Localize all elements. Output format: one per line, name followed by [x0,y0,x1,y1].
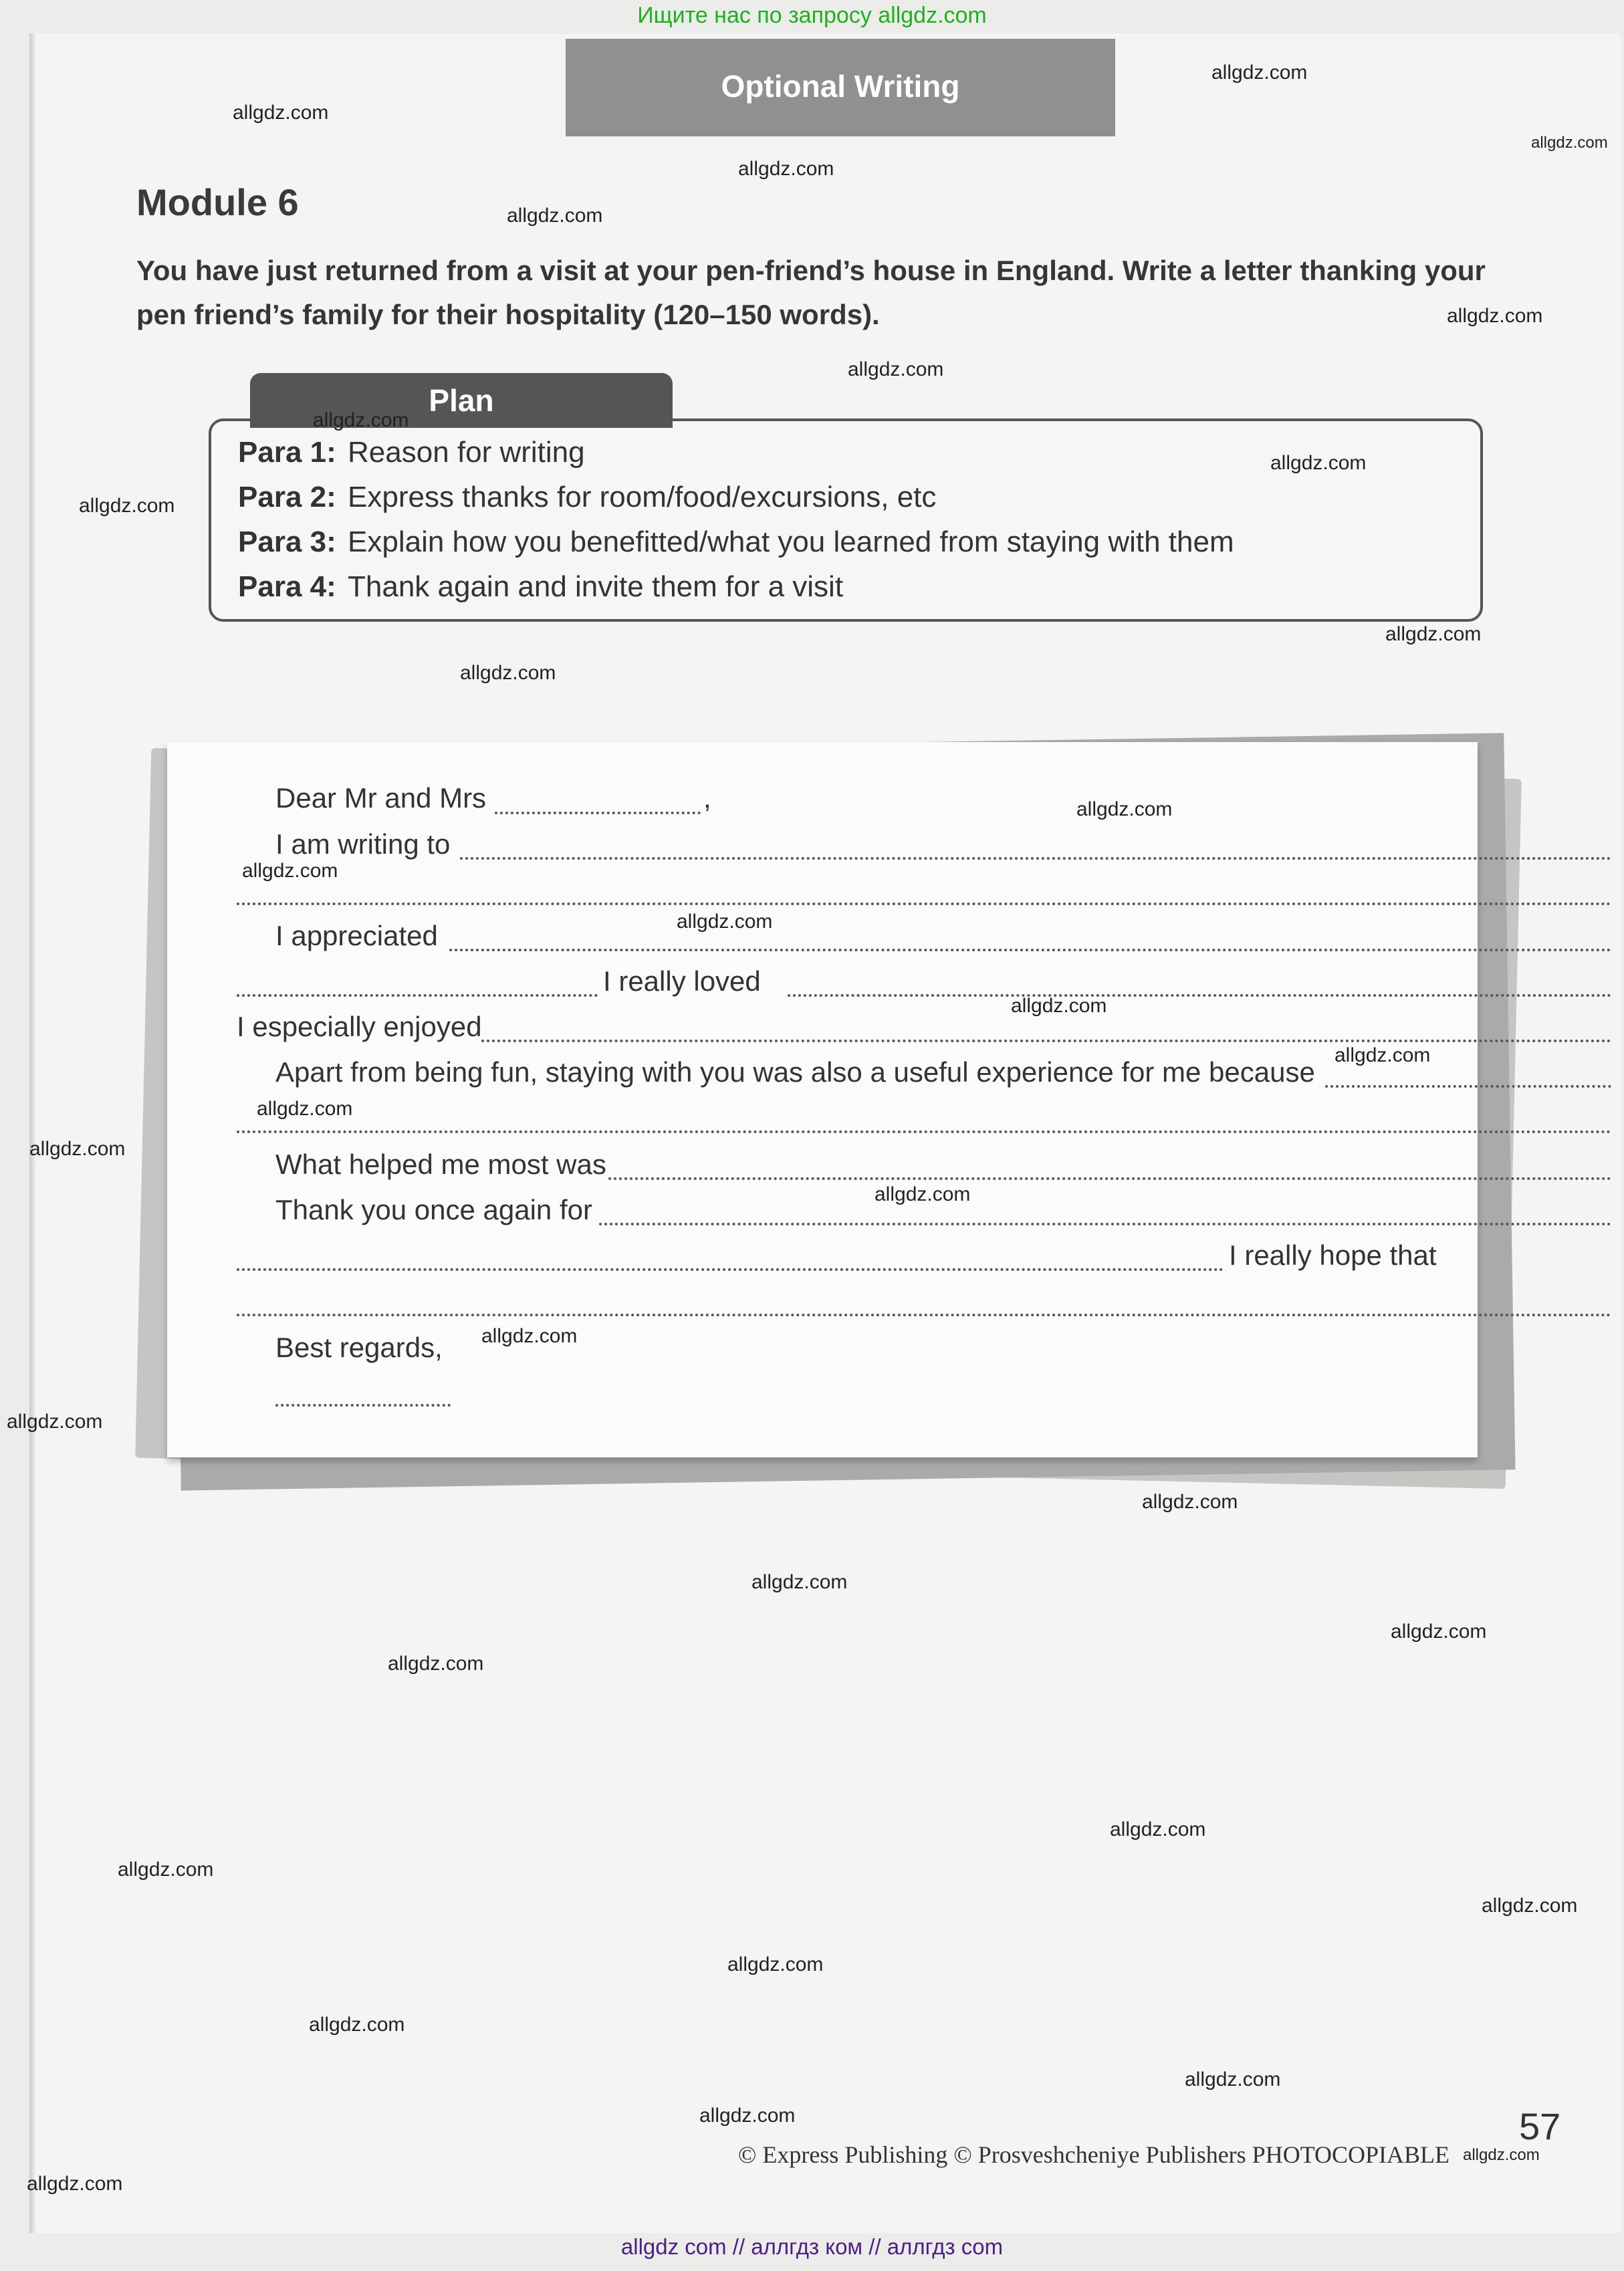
watermark: allgdz.com [1463,2146,1540,2164]
watermark: allgdz.com [118,1859,214,1881]
watermark: allgdz.com [7,1411,103,1433]
watermark: allgdz.com [1211,62,1308,84]
watermark: allgdz.com [27,2173,123,2195]
task-line: pen friend’s family for their hospitality (120–150 words). [136,299,880,330]
task-instructions [136,249,1543,337]
watermark: allgdz.com [481,1325,578,1347]
section-title: Optional Writing [721,69,960,104]
plan-row [238,570,843,604]
plan-row-text: Thank again and invite them for a visit [348,570,844,603]
watermark: allgdz.com [677,911,773,933]
plan-row-text: Reason for writing [348,436,585,469]
watermark: allgdz.com [1011,995,1107,1017]
blank-line[interactable] [481,1040,1611,1042]
task-line: You have just returned from a visit at your pen-friend’s house in England. Write a letter thanking your [136,255,1486,286]
letter-line-hope: I really hope that [1229,1239,1437,1271]
blank-line[interactable] [1325,1085,1611,1088]
watermark: allgdz.com [1110,1818,1206,1840]
blank-line[interactable] [237,903,1611,905]
blank-line[interactable] [237,994,598,997]
plan-row-label: Para 1: [238,436,336,469]
plan-row [238,481,936,514]
signature-line[interactable] [275,1404,451,1407]
watermark: allgdz.com [1385,623,1482,645]
letter-line-enjoyed: I especially enjoyed [237,1011,482,1042]
blank-line[interactable] [449,949,1611,951]
blank-line[interactable] [608,1177,1611,1180]
blank-line[interactable] [237,1314,1611,1316]
watermark: allgdz.com [751,1571,848,1593]
watermark: allgdz.com [313,409,409,431]
watermark: allgdz.com [1391,1621,1487,1643]
watermark: allgdz.com [1447,305,1543,327]
watermark: allgdz.com [1531,134,1608,152]
letter-line-writing: I am writing to [275,828,451,860]
bottom-links[interactable]: allgdz com // аллгдз ком // аллгдз com [620,2234,1004,2259]
blank-line[interactable] [460,857,1611,860]
plan-row-label: Para 2: [238,481,336,513]
watermark: allgdz.com [460,662,556,684]
plan-row-label: Para 4: [238,570,336,603]
plan-row [238,436,585,469]
watermark: allgdz.com [699,2105,796,2127]
letter-greeting: Dear Mr and Mrs [275,782,487,814]
watermark: allgdz.com [1142,1491,1238,1513]
watermark: allgdz.com [1482,1895,1578,1917]
blank-line[interactable] [599,1223,1611,1225]
watermark: allgdz.com [875,1183,971,1205]
watermark: allgdz.com [29,1138,126,1160]
blank-line[interactable] [495,812,701,814]
watermark: allgdz.com [388,1653,484,1675]
watermark: allgdz.com [233,102,329,124]
blank-line[interactable] [237,1130,1611,1133]
letter-line-loved: I really loved [603,965,761,997]
watermark: allgdz.com [1270,452,1367,474]
letter-line-appreciated: I appreciated [275,920,438,951]
greeting-comma: , [703,782,711,814]
copyright-notice: © Express Publishing © Prosveshcheniye Publishers PHOTOCOPIABLE [738,2141,1450,2168]
page-fold-shadow [29,33,36,2233]
plan-box [209,419,1483,622]
plan-row-text: Express thanks for room/food/excursions, etc [348,481,937,513]
watermark: allgdz.com [257,1098,353,1120]
letter-closing: Best regards, [275,1332,443,1363]
plan-tab-label: Plan [429,383,494,418]
watermark: allgdz.com [242,860,338,882]
module-title: Module 6 [136,181,299,223]
plan-row-label: Para 3: [238,525,336,558]
blank-line[interactable] [788,994,1611,997]
letter-line-apart: Apart from being fun, staying with you was also a useful experience for me because [275,1056,1315,1088]
blank-line[interactable] [237,1268,1224,1271]
letter-line-thank: Thank you once again for [275,1194,592,1225]
plan-row-text: Explain how you benefitted/what you learned from staying with them [348,525,1234,558]
search-banner[interactable]: Ищите нас по запросу allgdz.com [637,3,987,28]
watermark: allgdz.com [738,158,834,180]
letter-template [167,742,1478,1457]
watermark: allgdz.com [848,358,944,380]
watermark: allgdz.com [1335,1044,1431,1066]
plan-row [238,525,1234,559]
watermark: allgdz.com [727,1953,824,1976]
watermark: allgdz.com [507,205,603,227]
watermark: allgdz.com [1185,2068,1281,2090]
watermark: allgdz.com [309,2014,405,2036]
watermark: allgdz.com [79,495,175,517]
page-number: 57 [1519,2105,1561,2147]
watermark: allgdz.com [1076,798,1173,820]
letter-line-helped: What helped me most was [275,1149,606,1180]
section-header [566,39,1115,136]
